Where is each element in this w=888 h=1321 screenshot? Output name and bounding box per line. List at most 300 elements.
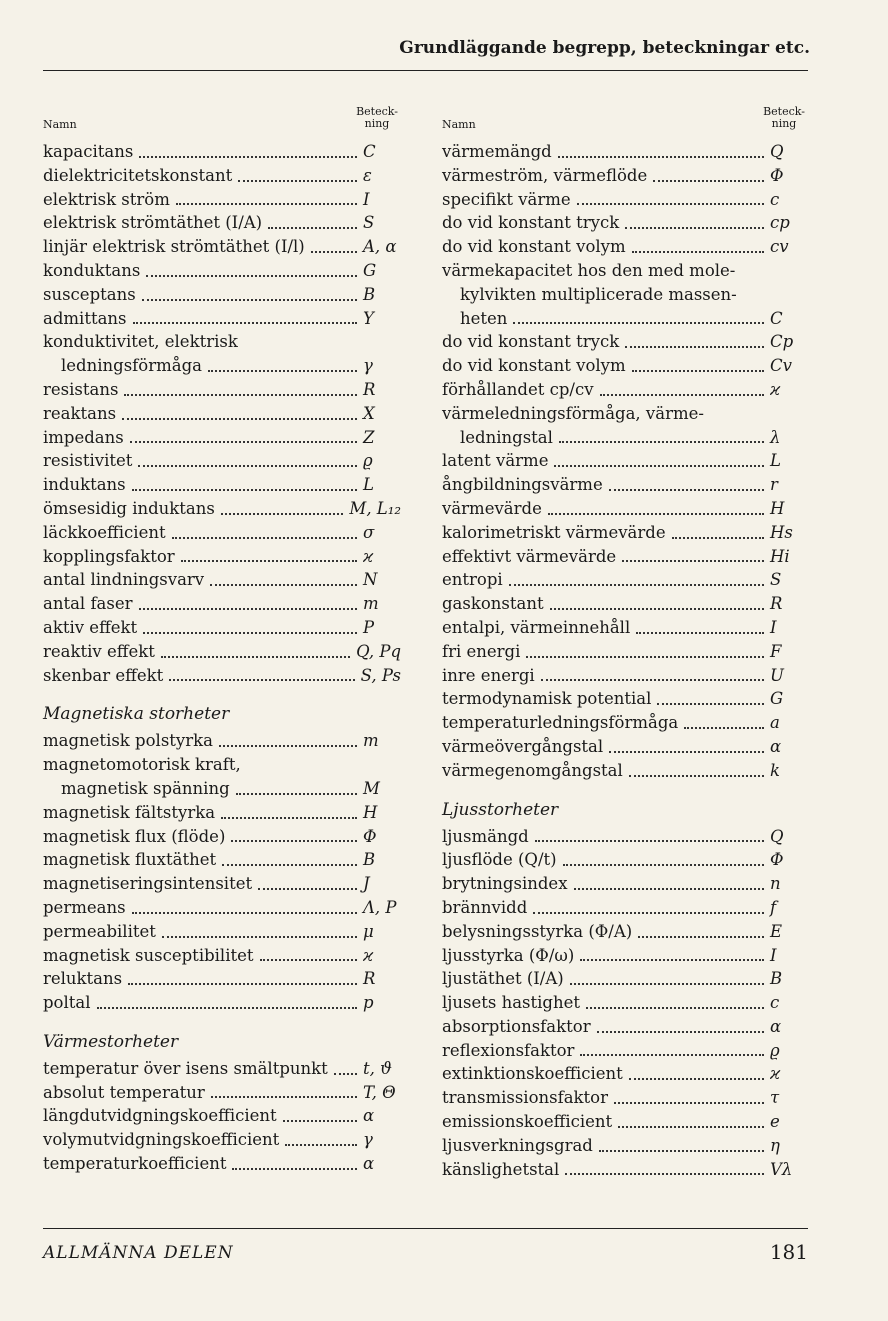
- term-row: [442, 235, 808, 259]
- dot-leader: [162, 936, 357, 938]
- term-row: [43, 235, 401, 259]
- dot-leader: [221, 817, 357, 819]
- heat-list-left: [43, 1057, 401, 1176]
- term-row: [43, 753, 401, 777]
- term-row: [43, 211, 401, 235]
- term-row: [442, 545, 808, 569]
- term-row: [43, 568, 401, 592]
- dot-leader: [629, 775, 764, 777]
- term-symbol: k: [770, 760, 780, 780]
- term-name: ljusverkningsgrad: [442, 1135, 593, 1155]
- dot-leader: [609, 751, 764, 753]
- term-name: resistans: [43, 379, 119, 399]
- term-name: ljusets hastighet: [442, 993, 581, 1013]
- term-row: [442, 378, 808, 402]
- term-symbol: L: [770, 451, 781, 471]
- term-name: elektrisk ström: [43, 189, 170, 209]
- term-name: värmeledningsförmåga, värme-: [442, 403, 704, 423]
- term-name: reluktans: [43, 969, 123, 989]
- term-row: [43, 848, 401, 872]
- term-symbol: α: [770, 736, 782, 756]
- term-row: [442, 896, 808, 920]
- term-name: läckkoefficient: [43, 522, 166, 542]
- term-name: magnetisk fältstyrka: [43, 802, 216, 822]
- term-symbol: A, α: [363, 237, 397, 257]
- dot-leader: [169, 679, 354, 681]
- term-symbol: c: [770, 993, 780, 1013]
- term-row: [43, 1152, 401, 1176]
- term-name: reflexionsfaktor: [442, 1040, 575, 1060]
- term-name: aktiv effekt: [43, 617, 138, 637]
- term-symbol: ϱ: [363, 451, 373, 471]
- term-name: skenbar effekt: [43, 665, 164, 685]
- term-row: [43, 378, 401, 402]
- column-header-name: Namn: [43, 118, 77, 131]
- term-row: [43, 164, 401, 188]
- dot-leader: [236, 793, 357, 795]
- term-row: [442, 283, 808, 307]
- dot-leader: [222, 864, 357, 866]
- term-symbol: G: [770, 689, 784, 709]
- dot-leader: [513, 322, 764, 324]
- section-title-heat: Värmestorheter: [43, 1031, 179, 1052]
- term-symbol: f: [770, 897, 777, 917]
- dot-leader: [597, 1031, 764, 1033]
- term-row: [43, 825, 401, 849]
- term-symbol: cp: [770, 213, 790, 233]
- term-symbol: B: [363, 284, 376, 304]
- term-row: [43, 801, 401, 825]
- term-symbol: C: [770, 308, 783, 328]
- dot-leader: [526, 656, 764, 658]
- term-name: magnetisk spänning: [61, 778, 230, 798]
- term-row: [43, 920, 401, 944]
- term-name: admittans: [43, 308, 127, 328]
- dot-leader: [132, 912, 357, 914]
- term-symbol: t, ϑ: [363, 1058, 392, 1078]
- dot-leader: [232, 1168, 357, 1170]
- term-row: [442, 735, 808, 759]
- term-symbol: S: [770, 570, 782, 590]
- term-symbol: γ: [363, 356, 373, 376]
- term-name: antal faser: [43, 594, 133, 614]
- term-symbol: I: [770, 945, 777, 965]
- term-name: kapacitans: [43, 142, 134, 161]
- term-symbol: Φ: [770, 850, 784, 870]
- term-row: [43, 1128, 401, 1152]
- column-header-name: Namn: [442, 118, 476, 131]
- term-row: [442, 1039, 808, 1063]
- term-symbol: Hs: [770, 522, 793, 542]
- term-name: absolut temperatur: [43, 1082, 205, 1102]
- term-name: specifikt värme: [442, 189, 571, 209]
- term-symbol: E: [770, 921, 783, 941]
- term-name: magnetisk flux (flöde): [43, 826, 226, 846]
- dot-leader: [139, 156, 357, 158]
- term-symbol: Z: [363, 427, 375, 447]
- term-symbol: e: [770, 1112, 780, 1132]
- term-row: [43, 664, 401, 688]
- term-row: [442, 521, 808, 545]
- term-name: konduktans: [43, 260, 141, 280]
- term-row: [442, 140, 808, 164]
- term-row: [442, 1015, 808, 1039]
- term-name: extinktionskoefficient: [442, 1064, 623, 1084]
- term-symbol: α: [363, 1106, 375, 1126]
- term-symbol: η: [770, 1135, 780, 1155]
- term-row: [43, 777, 401, 801]
- term-row: [442, 330, 808, 354]
- term-symbol: ϰ: [363, 945, 374, 965]
- term-name: termodynamisk potential: [442, 689, 652, 709]
- dot-leader: [599, 1150, 764, 1152]
- dot-leader: [638, 936, 764, 938]
- term-name: volymutvidgningskoefficient: [43, 1130, 280, 1150]
- term-symbol: Q: [770, 142, 784, 161]
- term-name: ljusflöde (Q/t): [442, 850, 557, 870]
- term-symbol: γ: [363, 1130, 373, 1150]
- term-row: [442, 848, 808, 872]
- term-symbol: F: [770, 641, 782, 661]
- term-symbol: S, Ps: [360, 665, 401, 685]
- term-name: ljusmängd: [442, 826, 529, 846]
- term-symbol: λ: [770, 427, 781, 447]
- term-row: [43, 330, 401, 354]
- dot-leader: [535, 840, 764, 842]
- term-symbol: R: [363, 379, 376, 399]
- footer-section-label: ALLMÄNNA DELEN: [43, 1243, 234, 1263]
- section-title-light: Ljusstorheter: [442, 799, 559, 820]
- dot-leader: [636, 632, 764, 634]
- term-name: permeabilitet: [43, 921, 156, 941]
- term-symbol: R: [363, 969, 376, 989]
- term-symbol: J: [363, 874, 370, 894]
- dot-leader: [684, 727, 764, 729]
- term-symbol: m: [363, 731, 379, 751]
- column-header-symbol: Beteck- ning: [356, 104, 398, 131]
- term-row: [442, 402, 808, 426]
- dot-leader: [565, 1173, 764, 1175]
- term-name: induktans: [43, 475, 126, 495]
- dot-leader: [657, 703, 764, 705]
- term-symbol: Y: [363, 308, 374, 328]
- term-symbol: μ: [363, 921, 374, 941]
- term-symbol: Λ, P: [363, 897, 397, 917]
- dot-leader: [311, 251, 357, 253]
- term-symbol: T, Θ: [363, 1082, 396, 1102]
- term-row: [43, 967, 401, 991]
- dot-leader: [625, 346, 764, 348]
- page-header-title: Grundläggande begrepp, beteckningar etc.: [399, 38, 810, 58]
- dot-leader: [181, 560, 357, 562]
- dot-leader: [632, 370, 764, 372]
- header-rule: [43, 70, 808, 71]
- dot-leader: [554, 465, 764, 467]
- term-row: [43, 402, 401, 426]
- term-symbol: M: [363, 778, 380, 798]
- term-symbol: Cp: [770, 332, 794, 352]
- term-row: [442, 473, 808, 497]
- page-number: 181: [769, 1240, 808, 1264]
- term-name: gaskonstant: [442, 594, 544, 614]
- term-name: känslighetstal: [442, 1159, 560, 1179]
- dot-leader: [143, 632, 357, 634]
- term-row: [43, 473, 401, 497]
- dot-leader: [283, 1120, 357, 1122]
- term-row: [442, 1158, 808, 1182]
- term-name: do vid konstant tryck: [442, 332, 620, 352]
- dot-leader: [219, 745, 357, 747]
- dot-leader: [574, 888, 765, 890]
- term-name: transmissionsfaktor: [442, 1088, 609, 1108]
- term-name: belysningsstyrka (Φ/A): [442, 921, 633, 941]
- dot-leader: [128, 983, 357, 985]
- dot-leader: [260, 959, 357, 961]
- column-header-symbol: Beteck- ning: [763, 104, 805, 131]
- term-symbol: X: [363, 403, 375, 423]
- term-name: magnetisk fluxtäthet: [43, 850, 217, 870]
- term-symbol: p: [363, 993, 374, 1013]
- term-row: [442, 211, 808, 235]
- term-name: susceptans: [43, 284, 136, 304]
- term-symbol: n: [770, 874, 781, 894]
- term-symbol: ϰ: [770, 379, 781, 399]
- term-name: effektivt värmevärde: [442, 546, 617, 566]
- term-name: resistivitet: [43, 451, 133, 471]
- term-row: [43, 449, 401, 473]
- term-row: [43, 1057, 401, 1081]
- term-row: [442, 711, 808, 735]
- term-name: linjär elektrisk strömtäthet (I/l): [43, 237, 305, 257]
- term-symbol: Cv: [770, 356, 792, 376]
- dot-leader: [653, 180, 764, 182]
- dot-leader: [632, 251, 764, 253]
- left-column: [43, 100, 401, 1176]
- dot-leader: [550, 608, 764, 610]
- dot-leader: [285, 1144, 357, 1146]
- term-symbol: I: [363, 189, 370, 209]
- term-row: [442, 497, 808, 521]
- dot-leader: [580, 959, 764, 961]
- term-name: absorptionsfaktor: [442, 1016, 591, 1036]
- dot-leader: [221, 513, 344, 515]
- term-name: entalpi, värmeinnehåll: [442, 617, 631, 637]
- term-name: entropi: [442, 570, 503, 590]
- term-row: [442, 188, 808, 212]
- term-symbol: Hi: [770, 546, 790, 566]
- term-row: [442, 426, 808, 450]
- dot-leader: [570, 983, 764, 985]
- term-name: elektrisk strömtäthet (I/A): [43, 213, 263, 233]
- term-name: ljusstyrka (Φ/ω): [442, 945, 575, 965]
- term-name: antal lindningsvarv: [43, 570, 205, 590]
- term-name: temperaturledningsförmåga: [442, 713, 679, 733]
- term-name: kopplingsfaktor: [43, 546, 175, 566]
- dot-leader: [208, 370, 357, 372]
- term-symbol: c: [770, 189, 780, 209]
- right-column: [442, 100, 808, 1181]
- dot-leader: [509, 584, 764, 586]
- dot-leader: [334, 1073, 357, 1075]
- term-name: reaktiv effekt: [43, 641, 155, 661]
- dot-leader: [672, 537, 764, 539]
- term-row: [43, 640, 401, 664]
- electrical-list: [43, 140, 401, 687]
- term-name: magnetisk susceptibilitet: [43, 945, 254, 965]
- term-symbol: m: [363, 594, 379, 614]
- term-name: ljustäthet (I/A): [442, 969, 564, 989]
- term-row: [442, 354, 808, 378]
- dot-leader: [258, 888, 357, 890]
- term-row: [43, 1081, 401, 1105]
- term-name: poltal: [43, 993, 91, 1013]
- term-row: [43, 896, 401, 920]
- term-row: [43, 283, 401, 307]
- term-name: kalorimetriskt värmevärde: [442, 522, 666, 542]
- term-symbol: cv: [770, 237, 789, 257]
- term-symbol: τ: [770, 1088, 780, 1108]
- term-symbol: G: [363, 260, 377, 280]
- term-name: ömsesidig induktans: [43, 498, 215, 518]
- term-symbol: σ: [363, 522, 375, 542]
- dot-leader: [559, 441, 764, 443]
- term-name: förhållandet cp/cv: [442, 379, 594, 399]
- term-row: [442, 759, 808, 783]
- column-header: [442, 100, 808, 140]
- dot-leader: [133, 322, 357, 324]
- term-row: [43, 426, 401, 450]
- term-symbol: ϰ: [363, 546, 374, 566]
- term-name: do vid konstant tryck: [442, 213, 620, 233]
- term-row: [442, 991, 808, 1015]
- term-row: [43, 497, 401, 521]
- term-row: [43, 1104, 401, 1128]
- dot-leader: [172, 537, 357, 539]
- dot-leader: [231, 840, 357, 842]
- term-row: [442, 664, 808, 688]
- term-name: ledningsförmåga: [61, 356, 202, 376]
- column-header: [43, 100, 401, 140]
- term-symbol: Φ: [770, 165, 784, 185]
- term-name: ångbildningsvärme: [442, 475, 603, 495]
- dot-leader: [132, 489, 357, 491]
- dot-leader: [558, 156, 764, 158]
- term-symbol: C: [363, 142, 376, 161]
- term-symbol: α: [363, 1154, 375, 1174]
- dot-leader: [238, 180, 357, 182]
- term-symbol: H: [363, 802, 378, 822]
- term-symbol: ϰ: [770, 1064, 781, 1084]
- dot-leader: [586, 1007, 764, 1009]
- dot-leader: [176, 203, 357, 205]
- term-row: [43, 991, 401, 1015]
- term-name: do vid konstant volym: [442, 237, 626, 257]
- heat-list-right: [442, 140, 808, 783]
- dot-leader: [146, 275, 357, 277]
- term-name: längdutvidgningskoefficient: [43, 1106, 277, 1126]
- dot-leader: [138, 465, 357, 467]
- dot-leader: [600, 394, 764, 396]
- term-symbol: ε: [363, 165, 372, 185]
- term-name: värmeövergångstal: [442, 736, 604, 756]
- term-name: brytningsindex: [442, 874, 568, 894]
- term-symbol: B: [770, 969, 783, 989]
- dot-leader: [629, 1078, 764, 1080]
- term-row: [43, 944, 401, 968]
- dot-leader: [614, 1102, 764, 1104]
- term-symbol: R: [770, 594, 783, 614]
- term-row: [442, 1086, 808, 1110]
- term-name: reaktans: [43, 403, 117, 423]
- dot-leader: [580, 1054, 764, 1056]
- term-symbol: ϱ: [770, 1040, 780, 1060]
- term-symbol: S: [363, 213, 375, 233]
- term-name: kylvikten multiplicerade massen-: [460, 284, 737, 304]
- term-name: impedans: [43, 427, 124, 447]
- dot-leader: [618, 1126, 764, 1128]
- term-symbol: P: [363, 617, 375, 637]
- term-name: magnetisk polstyrka: [43, 731, 213, 751]
- term-name: magnetiseringsintensitet: [43, 874, 253, 894]
- term-name: fri energi: [442, 641, 521, 661]
- term-name: emissionskoefficient: [442, 1112, 613, 1132]
- term-symbol: B: [363, 850, 376, 870]
- term-symbol: a: [770, 713, 780, 733]
- dot-leader: [97, 1007, 357, 1009]
- term-name: ledningstal: [460, 427, 553, 447]
- term-symbol: L: [363, 475, 374, 495]
- term-row: [43, 521, 401, 545]
- magnetic-list: [43, 729, 401, 1015]
- term-name: värmekapacitet hos den med mole-: [442, 260, 736, 280]
- dot-leader: [533, 912, 764, 914]
- term-row: [43, 140, 401, 164]
- term-symbol: N: [363, 570, 378, 590]
- term-symbol: M, L₁₂: [349, 498, 401, 518]
- term-row: [43, 616, 401, 640]
- term-row: [442, 259, 808, 283]
- term-row: [442, 825, 808, 849]
- dot-leader: [142, 299, 357, 301]
- term-row: [442, 449, 808, 473]
- term-row: [43, 354, 401, 378]
- term-row: [43, 188, 401, 212]
- term-name: konduktivitet, elektrisk: [43, 332, 238, 352]
- term-symbol: Φ: [363, 826, 377, 846]
- term-symbol: U: [770, 665, 784, 685]
- term-name: permeans: [43, 897, 126, 917]
- term-row: [43, 545, 401, 569]
- term-row: [442, 568, 808, 592]
- term-row: [442, 967, 808, 991]
- term-row: [442, 872, 808, 896]
- term-row: [442, 1134, 808, 1158]
- term-symbol: H: [770, 498, 785, 518]
- term-name: magnetomotorisk kraft,: [43, 755, 241, 775]
- term-row: [43, 592, 401, 616]
- term-name: heten: [460, 308, 508, 328]
- term-row: [442, 307, 808, 331]
- term-row: [43, 259, 401, 283]
- dot-leader: [625, 227, 764, 229]
- dot-leader: [268, 227, 357, 229]
- term-name: brännvidd: [442, 897, 528, 917]
- dot-leader: [124, 394, 357, 396]
- term-row: [442, 1062, 808, 1086]
- term-name: inre energi: [442, 665, 535, 685]
- term-symbol: Q: [770, 826, 784, 846]
- dot-leader: [622, 560, 764, 562]
